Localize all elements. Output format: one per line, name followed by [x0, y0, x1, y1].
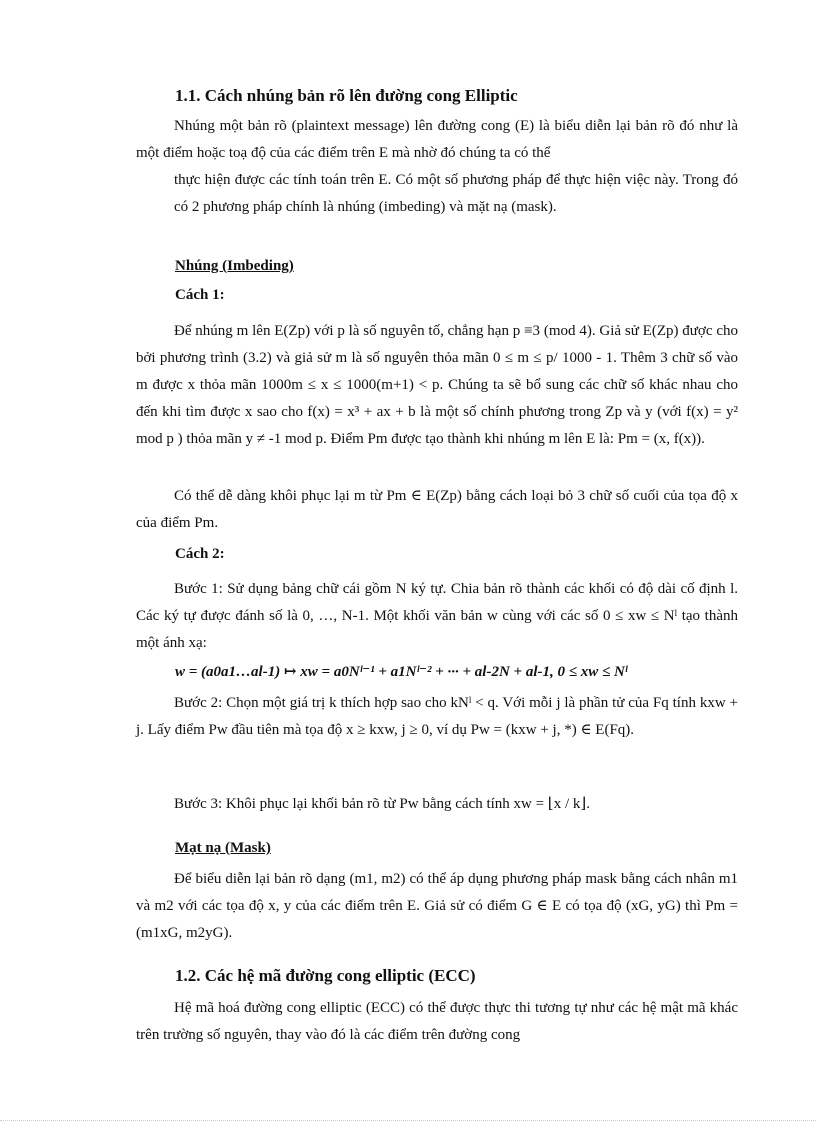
- page-bottom-rule: [0, 1120, 816, 1121]
- section-title-1-2: 1.2. Các hệ mã đường cong elliptic (ECC): [175, 966, 476, 985]
- way2-title: Cách 2:: [175, 546, 225, 562]
- ecc-paragraph: Hệ mã hoá đường cong elliptic (ECC) có thể được thực thi tương tự như các hệ mật mã khác trên trường số nguyên, thay vào đó là các điểm trên đường cong: [136, 1000, 738, 1043]
- way1-recover-paragraph: Có thể dễ dàng khôi phục lại m từ Pm ∈ E(Zp) bằng cách loại bỏ 3 chữ số cuối của tọa độ x của điểm Pm.: [136, 488, 738, 531]
- step2-paragraph: Bước 2: Chọn một giá trị k thích hợp sao cho kNˡ < q. Với mỗi j là phần tử của Fq tính kxw + j. Lấy điểm Pw đầu tiên mà tọa độ x ≥ kxw, j ≥ 0, ví dụ Pw = (kxw + j, *) ∈ E(Fq).: [136, 695, 738, 738]
- intro-paragraph-cont: thực hiện được các tính toán trên E. Có một số phương pháp để thực hiện việc này. Trong đó có 2 phương pháp chính là nhúng (imbeding) và mặt nạ (mask).: [174, 172, 738, 215]
- step1-paragraph: Bước 1: Sử dụng bảng chữ cái gồm N ký tự. Chia bản rõ thành các khối có độ dài cố định l. Các ký tự được đánh số là 0, …, N-1. Một khối văn bản w cùng với các số 0 ≤ xw ≤ Nˡ tạo thành một ánh xạ:: [136, 581, 738, 651]
- mapping-formula: w = (a0a1…al-1) ↦ xw = a0Nˡ⁻¹ + a1Nˡ⁻² + ··· + al-2N + al-1, 0 ≤ xw ≤ Nˡ: [175, 664, 628, 680]
- step3-paragraph: Bước 3: Khôi phục lại khối bản rõ từ Pw bằng cách tính xw = ⌊x / k⌋.: [174, 796, 590, 812]
- imbeding-heading: Nhúng (Imbeding): [175, 258, 294, 274]
- section-title-1-1: 1.1. Cách nhúng bản rõ lên đường cong Elliptic: [175, 86, 518, 105]
- intro-paragraph: Nhúng một bản rõ (plaintext message) lên đường cong (E) là biểu diễn lại bản rõ đó như là một điểm hoặc toạ độ của các điểm trên E mà nhờ đó chúng ta có thể: [136, 118, 738, 161]
- way1-title: Cách 1:: [175, 287, 225, 303]
- mask-paragraph: Để biểu diễn lại bản rõ dạng (m1, m2) có thể áp dụng phương pháp mask bằng cách nhân m1 và m2 với các tọa độ x, y của các điểm trên E. Giả sử có điểm G ∈ E có tọa độ (xG, yG) thì Pm = (m1xG, m2yG).: [136, 871, 738, 941]
- mask-heading: Mạt nạ (Mask): [175, 840, 271, 856]
- way1-paragraph: Để nhúng m lên E(Zp) với p là số nguyên tố, chẳng hạn p ≡3 (mod 4). Giả sử E(Zp) được cho bởi phương trình (3.2) và giả sử m là số nguyên thỏa mãn 0 ≤ m ≤ p/ 1000 - 1. Thêm 3 chữ số vào m được x thỏa mãn 1000m ≤ x ≤ 1000(m+1) < p. Chúng ta sẽ bổ sung các chữ số khác nhau cho đến khi tìm được x sao cho f(x) = x³ + ax + b là một số chính phương trong Zp và y (với f(x) = y² mod p ) thỏa mãn y ≠ -1 mod p. Điểm Pm được tạo thành khi nhúng m lên E là: Pm = (x, f(x)).: [136, 323, 738, 447]
